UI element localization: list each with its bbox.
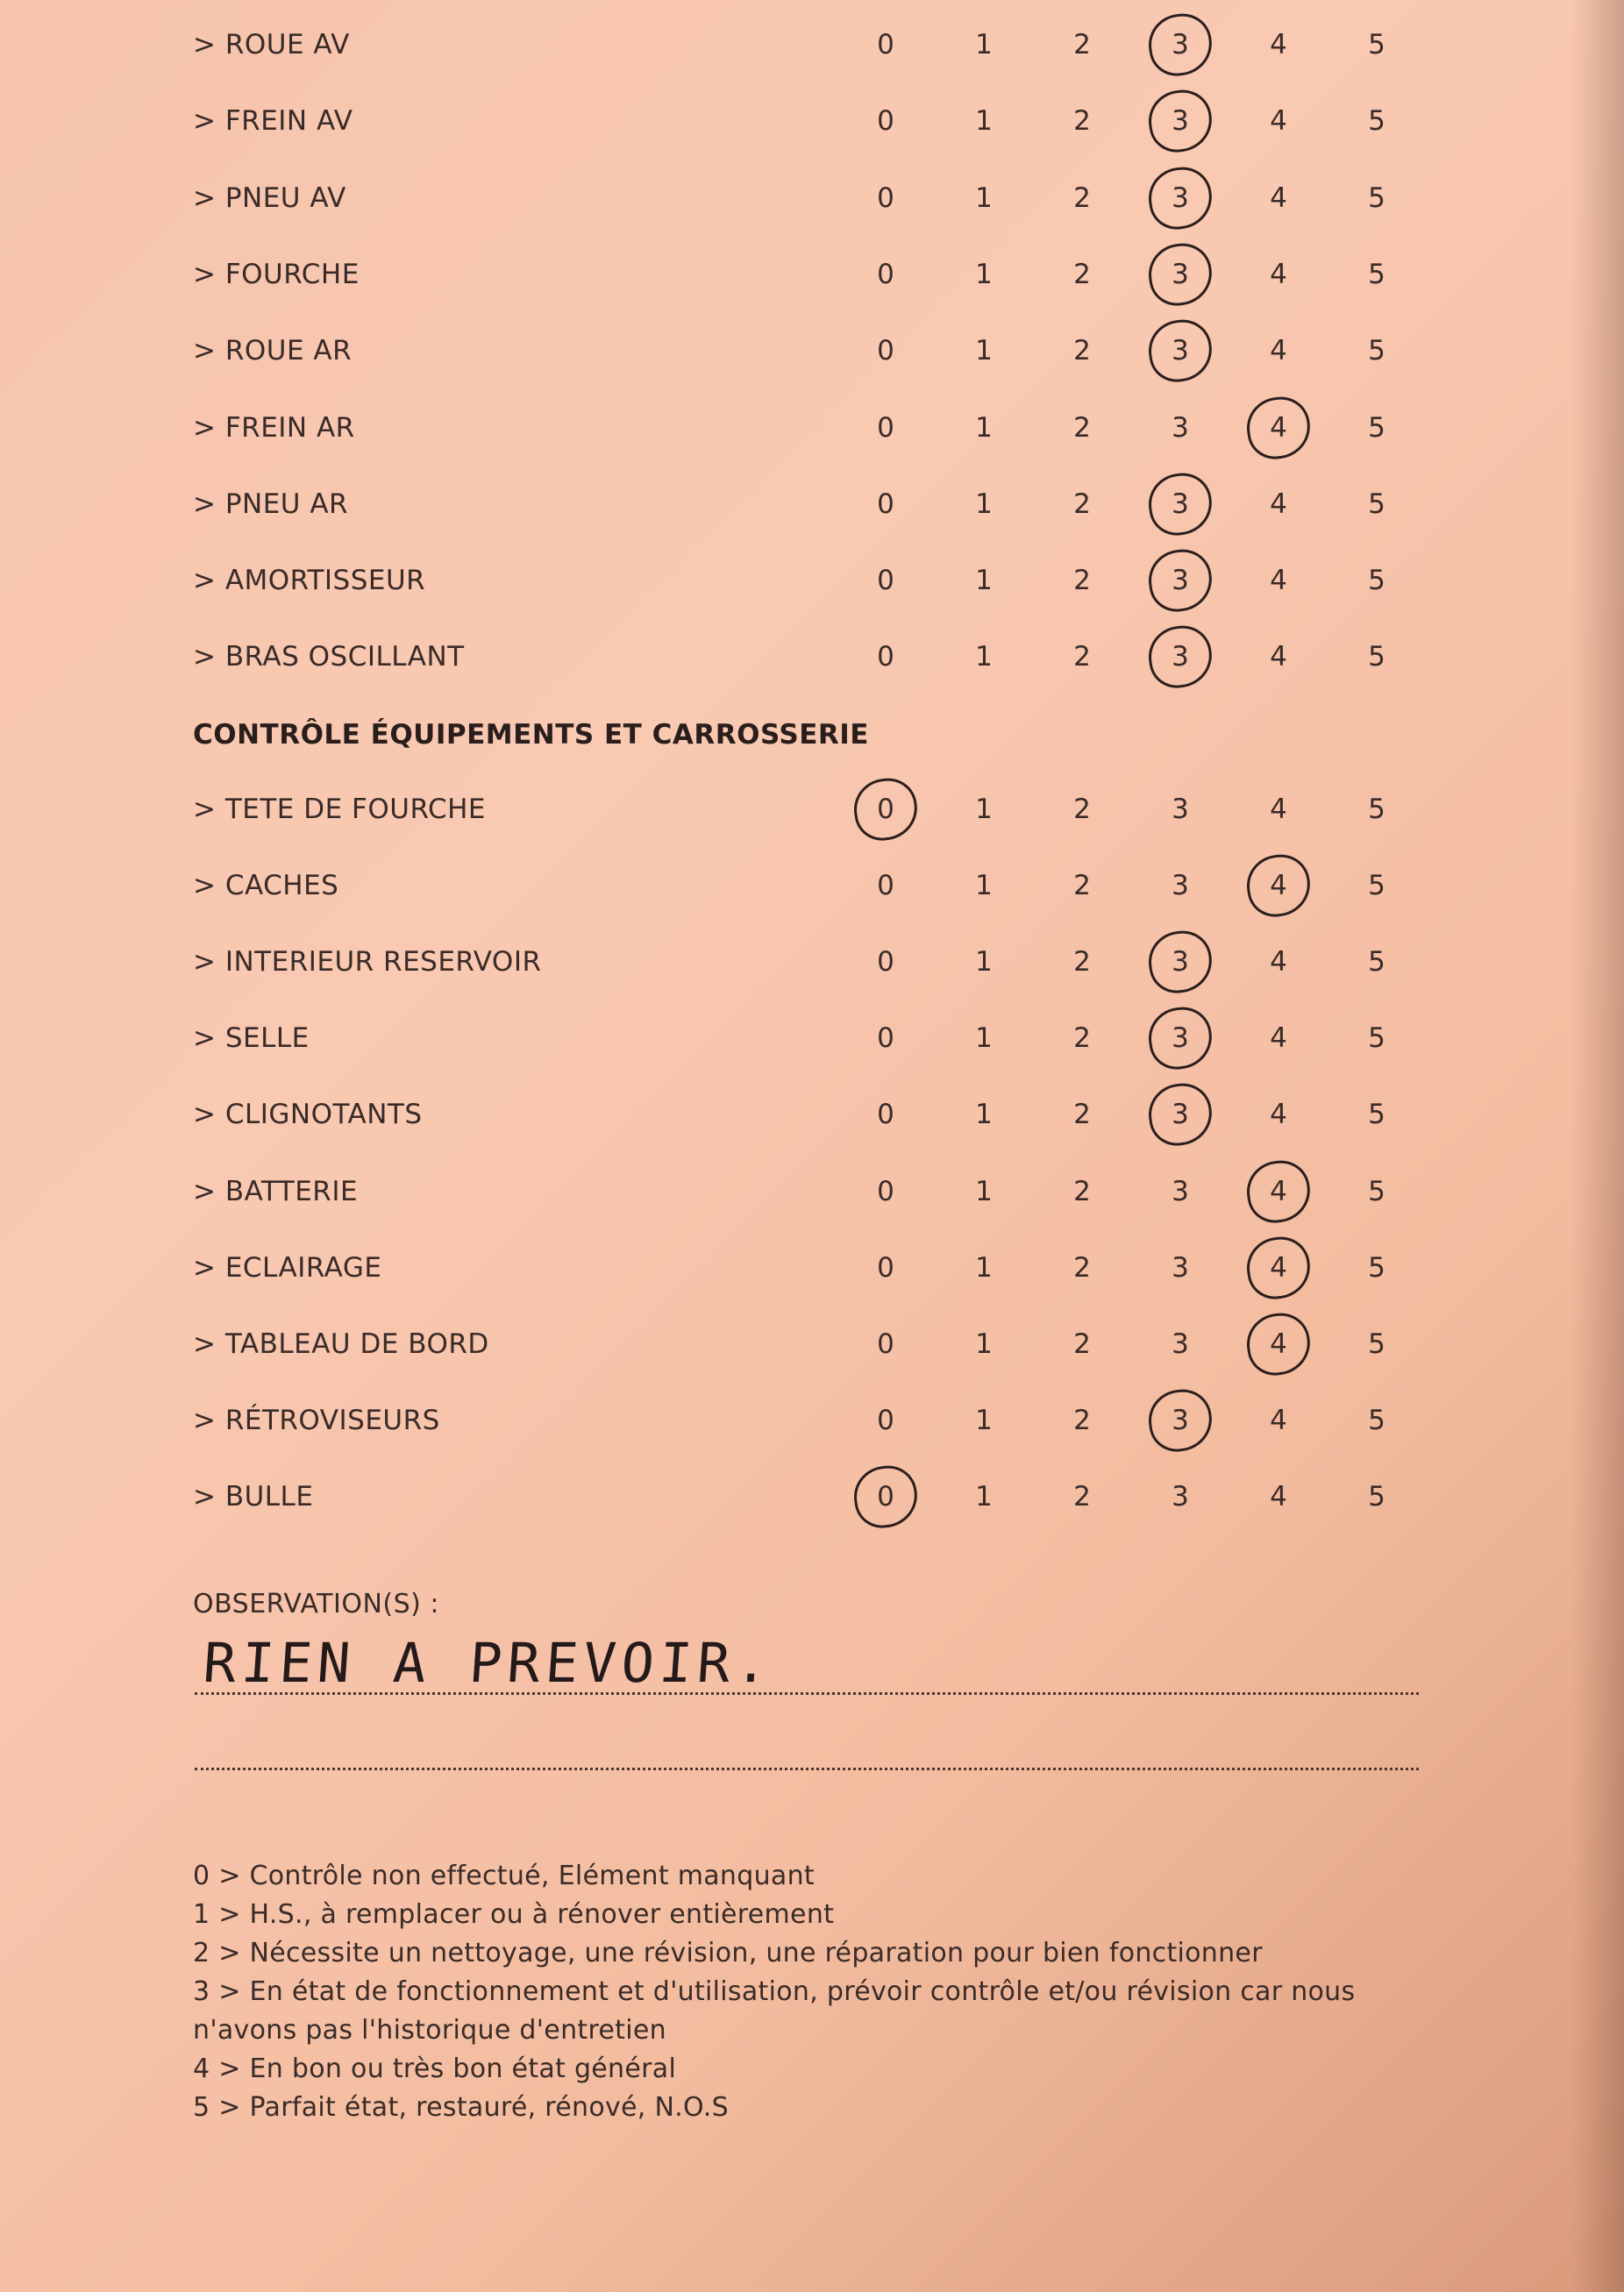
- observation-line-1: [195, 1692, 1419, 1695]
- score-option[interactable]: 5: [1368, 29, 1385, 61]
- score-option[interactable]: 2: [1073, 565, 1091, 597]
- row-label: > BRAS OSCILLANT: [193, 641, 465, 673]
- score-option[interactable]: 1: [975, 488, 993, 520]
- score-option[interactable]: 3: [1172, 870, 1189, 902]
- score-option[interactable]: 3: [1172, 335, 1189, 367]
- score-option[interactable]: 2: [1073, 1328, 1091, 1360]
- score-option[interactable]: 1: [975, 29, 993, 61]
- score-option[interactable]: 4: [1270, 1022, 1287, 1055]
- score-option[interactable]: 1: [975, 1480, 993, 1513]
- score-option[interactable]: 3: [1172, 1404, 1189, 1436]
- score-option[interactable]: 0: [877, 335, 894, 367]
- score-option[interactable]: 5: [1368, 335, 1385, 367]
- score-option[interactable]: 2: [1073, 488, 1091, 520]
- row-label: > FREIN AR: [193, 411, 355, 444]
- score-option[interactable]: 2: [1073, 182, 1091, 214]
- legend: [193, 1857, 1421, 2127]
- checklist-row: [0, 1306, 1624, 1383]
- score-option[interactable]: 3: [1172, 1480, 1189, 1513]
- checklist-row: [0, 390, 1624, 466]
- score-option[interactable]: 1: [975, 1328, 993, 1360]
- score-option[interactable]: 4: [1270, 565, 1287, 597]
- score-option[interactable]: 2: [1073, 1251, 1091, 1284]
- score-option[interactable]: 0: [877, 1480, 894, 1513]
- score-option[interactable]: 5: [1368, 1328, 1385, 1360]
- score-option[interactable]: 5: [1368, 641, 1385, 673]
- score-option[interactable]: 2: [1073, 29, 1091, 61]
- checklist-row: [0, 924, 1624, 1000]
- checklist-row: [0, 83, 1624, 160]
- score-option[interactable]: 0: [877, 258, 894, 290]
- row-label: > PNEU AV: [193, 182, 346, 214]
- score-option[interactable]: 1: [975, 258, 993, 290]
- score-option[interactable]: 4: [1270, 1099, 1287, 1131]
- score-option[interactable]: 1: [975, 565, 993, 597]
- score-option[interactable]: 0: [877, 411, 894, 444]
- row-label: > AMORTISSEUR: [193, 565, 426, 597]
- score-option[interactable]: 1: [975, 1251, 993, 1284]
- checklist-row: [0, 7, 1624, 83]
- score-option[interactable]: 4: [1270, 105, 1287, 138]
- score-option[interactable]: 5: [1368, 1480, 1385, 1513]
- score-option[interactable]: 3: [1172, 1251, 1189, 1284]
- score-option[interactable]: 3: [1172, 182, 1189, 214]
- score-option[interactable]: 3: [1172, 946, 1189, 979]
- checklist-row: [0, 1230, 1624, 1306]
- legend-item-2: 2 > Nécessite un nettoyage, une révision, une réparation pour bien fonctionner: [193, 1938, 1263, 1968]
- score-option[interactable]: 5: [1368, 1251, 1385, 1284]
- score-option[interactable]: 2: [1073, 1175, 1091, 1207]
- legend-item-3: 3 > En état de fonctionnement et d'utilisation, prévoir contrôle et/ou révision car nous n'avons pas l'historique d'entretien: [193, 1976, 1364, 2046]
- score-option[interactable]: 0: [877, 565, 894, 597]
- score-option[interactable]: 1: [975, 870, 993, 902]
- checklist-row: [0, 1383, 1624, 1459]
- score-option[interactable]: 3: [1172, 258, 1189, 290]
- score-option[interactable]: 1: [975, 1022, 993, 1055]
- score-option[interactable]: 4: [1270, 1175, 1287, 1207]
- score-option[interactable]: 2: [1073, 641, 1091, 673]
- score-option[interactable]: 5: [1368, 105, 1385, 138]
- score-option[interactable]: 3: [1172, 1022, 1189, 1055]
- checklist-row: [0, 848, 1624, 924]
- row-label: > FREIN AV: [193, 105, 353, 138]
- score-option[interactable]: 4: [1270, 1404, 1287, 1436]
- score-option[interactable]: 3: [1172, 1328, 1189, 1360]
- row-label: > ROUE AR: [193, 335, 353, 367]
- score-option[interactable]: 3: [1172, 641, 1189, 673]
- score-option[interactable]: 5: [1368, 1404, 1385, 1436]
- score-option[interactable]: 0: [877, 1328, 894, 1360]
- checklist-row: [0, 1000, 1624, 1077]
- score-option[interactable]: 4: [1270, 258, 1287, 290]
- score-option[interactable]: 2: [1073, 870, 1091, 902]
- score-option[interactable]: 5: [1368, 946, 1385, 979]
- score-option[interactable]: 3: [1172, 1099, 1189, 1131]
- row-label: > RÉTROVISEURS: [193, 1404, 440, 1436]
- score-option[interactable]: 0: [877, 488, 894, 520]
- score-option[interactable]: 2: [1073, 1099, 1091, 1131]
- score-option[interactable]: 1: [975, 411, 993, 444]
- score-option[interactable]: 1: [975, 946, 993, 979]
- score-option[interactable]: 2: [1073, 1404, 1091, 1436]
- score-option[interactable]: 5: [1368, 182, 1385, 214]
- score-option[interactable]: 2: [1073, 335, 1091, 367]
- row-label: > SELLE: [193, 1022, 310, 1055]
- score-option[interactable]: 2: [1073, 1022, 1091, 1055]
- score-option[interactable]: 0: [877, 1175, 894, 1207]
- score-option[interactable]: 3: [1172, 29, 1189, 61]
- checklist-row: [0, 237, 1624, 313]
- score-option[interactable]: 1: [975, 1404, 993, 1436]
- score-option[interactable]: 1: [975, 794, 993, 825]
- score-option[interactable]: 0: [877, 1404, 894, 1436]
- score-option[interactable]: 4: [1270, 411, 1287, 444]
- score-option[interactable]: 2: [1073, 1480, 1091, 1513]
- score-option[interactable]: 1: [975, 335, 993, 367]
- row-label: > BULLE: [193, 1480, 314, 1513]
- score-option[interactable]: 5: [1368, 870, 1385, 902]
- score-option[interactable]: 0: [877, 946, 894, 979]
- score-option[interactable]: 2: [1073, 411, 1091, 444]
- score-option[interactable]: 2: [1073, 794, 1091, 825]
- checklist-row: [0, 772, 1624, 848]
- score-option[interactable]: 0: [877, 29, 894, 61]
- score-option[interactable]: 1: [975, 105, 993, 138]
- score-option[interactable]: 4: [1270, 641, 1287, 673]
- checklist-row: [0, 1459, 1624, 1535]
- legend-item-4: 4 > En bon ou très bon état général: [193, 2054, 677, 2084]
- score-option[interactable]: 4: [1270, 1328, 1287, 1360]
- score-option[interactable]: 3: [1172, 411, 1189, 444]
- score-option[interactable]: 5: [1368, 258, 1385, 290]
- checklist-row: [0, 1154, 1624, 1230]
- score-option[interactable]: 4: [1270, 1251, 1287, 1284]
- score-option[interactable]: 0: [877, 182, 894, 214]
- score-option[interactable]: 0: [877, 1022, 894, 1055]
- row-label: > TETE DE FOURCHE: [193, 794, 486, 825]
- checklist-row: [0, 619, 1624, 695]
- score-option[interactable]: 4: [1270, 1480, 1287, 1513]
- score-option[interactable]: 4: [1270, 182, 1287, 214]
- score-option[interactable]: 1: [975, 1175, 993, 1207]
- score-option[interactable]: 3: [1172, 488, 1189, 520]
- row-label: > ECLAIRAGE: [193, 1251, 382, 1284]
- checklist-row: [0, 313, 1624, 389]
- score-option[interactable]: 1: [975, 1099, 993, 1131]
- score-option[interactable]: 5: [1368, 1099, 1385, 1131]
- row-label: > FOURCHE: [193, 258, 360, 290]
- score-option[interactable]: 1: [975, 641, 993, 673]
- score-option[interactable]: 0: [877, 794, 894, 825]
- observation-line-2: [195, 1768, 1419, 1770]
- score-option[interactable]: 0: [877, 1251, 894, 1284]
- checklist-row: [0, 543, 1624, 619]
- legend-item-1: 1 > H.S., à remplacer ou à rénover entièrement: [193, 1899, 835, 1930]
- checklist-row: [0, 1077, 1624, 1153]
- legend-item-0: 0 > Contrôle non effectué, Elément manquant: [193, 1861, 815, 1891]
- row-label: > ROUE AV: [193, 29, 350, 61]
- legend-item-5: 5 > Parfait état, restauré, rénové, N.O.S: [193, 2092, 729, 2123]
- row-label: > TABLEAU DE BORD: [193, 1328, 489, 1360]
- score-option[interactable]: 0: [877, 870, 894, 902]
- score-option[interactable]: 3: [1172, 794, 1189, 825]
- score-option[interactable]: 2: [1073, 258, 1091, 290]
- score-option[interactable]: 4: [1270, 794, 1287, 825]
- row-label: > BATTERIE: [193, 1175, 359, 1207]
- observations-handwritten: RIEN A PREVOIR.: [201, 1631, 776, 1695]
- score-option[interactable]: 3: [1172, 1175, 1189, 1207]
- score-option[interactable]: 0: [877, 641, 894, 673]
- row-label: > PNEU AR: [193, 488, 349, 520]
- score-option[interactable]: 0: [877, 1099, 894, 1131]
- score-option[interactable]: 5: [1368, 411, 1385, 444]
- section-title: CONTRÔLE ÉQUIPEMENTS ET CARROSSERIE: [193, 719, 869, 751]
- score-option[interactable]: 4: [1270, 488, 1287, 520]
- score-option[interactable]: 2: [1073, 105, 1091, 138]
- score-option[interactable]: 4: [1270, 29, 1287, 61]
- score-option[interactable]: 3: [1172, 105, 1189, 138]
- score-option[interactable]: 5: [1368, 488, 1385, 520]
- score-option[interactable]: 3: [1172, 565, 1189, 597]
- observations-label: OBSERVATION(S) :: [193, 1589, 439, 1619]
- score-option[interactable]: 5: [1368, 565, 1385, 597]
- score-option[interactable]: 0: [877, 105, 894, 138]
- score-option[interactable]: 5: [1368, 794, 1385, 825]
- row-label: > CLIGNOTANTS: [193, 1099, 423, 1131]
- score-option[interactable]: 5: [1368, 1022, 1385, 1055]
- checklist-row: [0, 160, 1624, 237]
- score-option[interactable]: 4: [1270, 946, 1287, 979]
- checklist-row: [0, 466, 1624, 543]
- row-label: > CACHES: [193, 870, 339, 902]
- row-label: > INTERIEUR RESERVOIR: [193, 946, 542, 979]
- score-option[interactable]: 5: [1368, 1175, 1385, 1207]
- score-option[interactable]: 4: [1270, 335, 1287, 367]
- score-option[interactable]: 1: [975, 182, 993, 214]
- score-option[interactable]: 4: [1270, 870, 1287, 902]
- score-option[interactable]: 2: [1073, 946, 1091, 979]
